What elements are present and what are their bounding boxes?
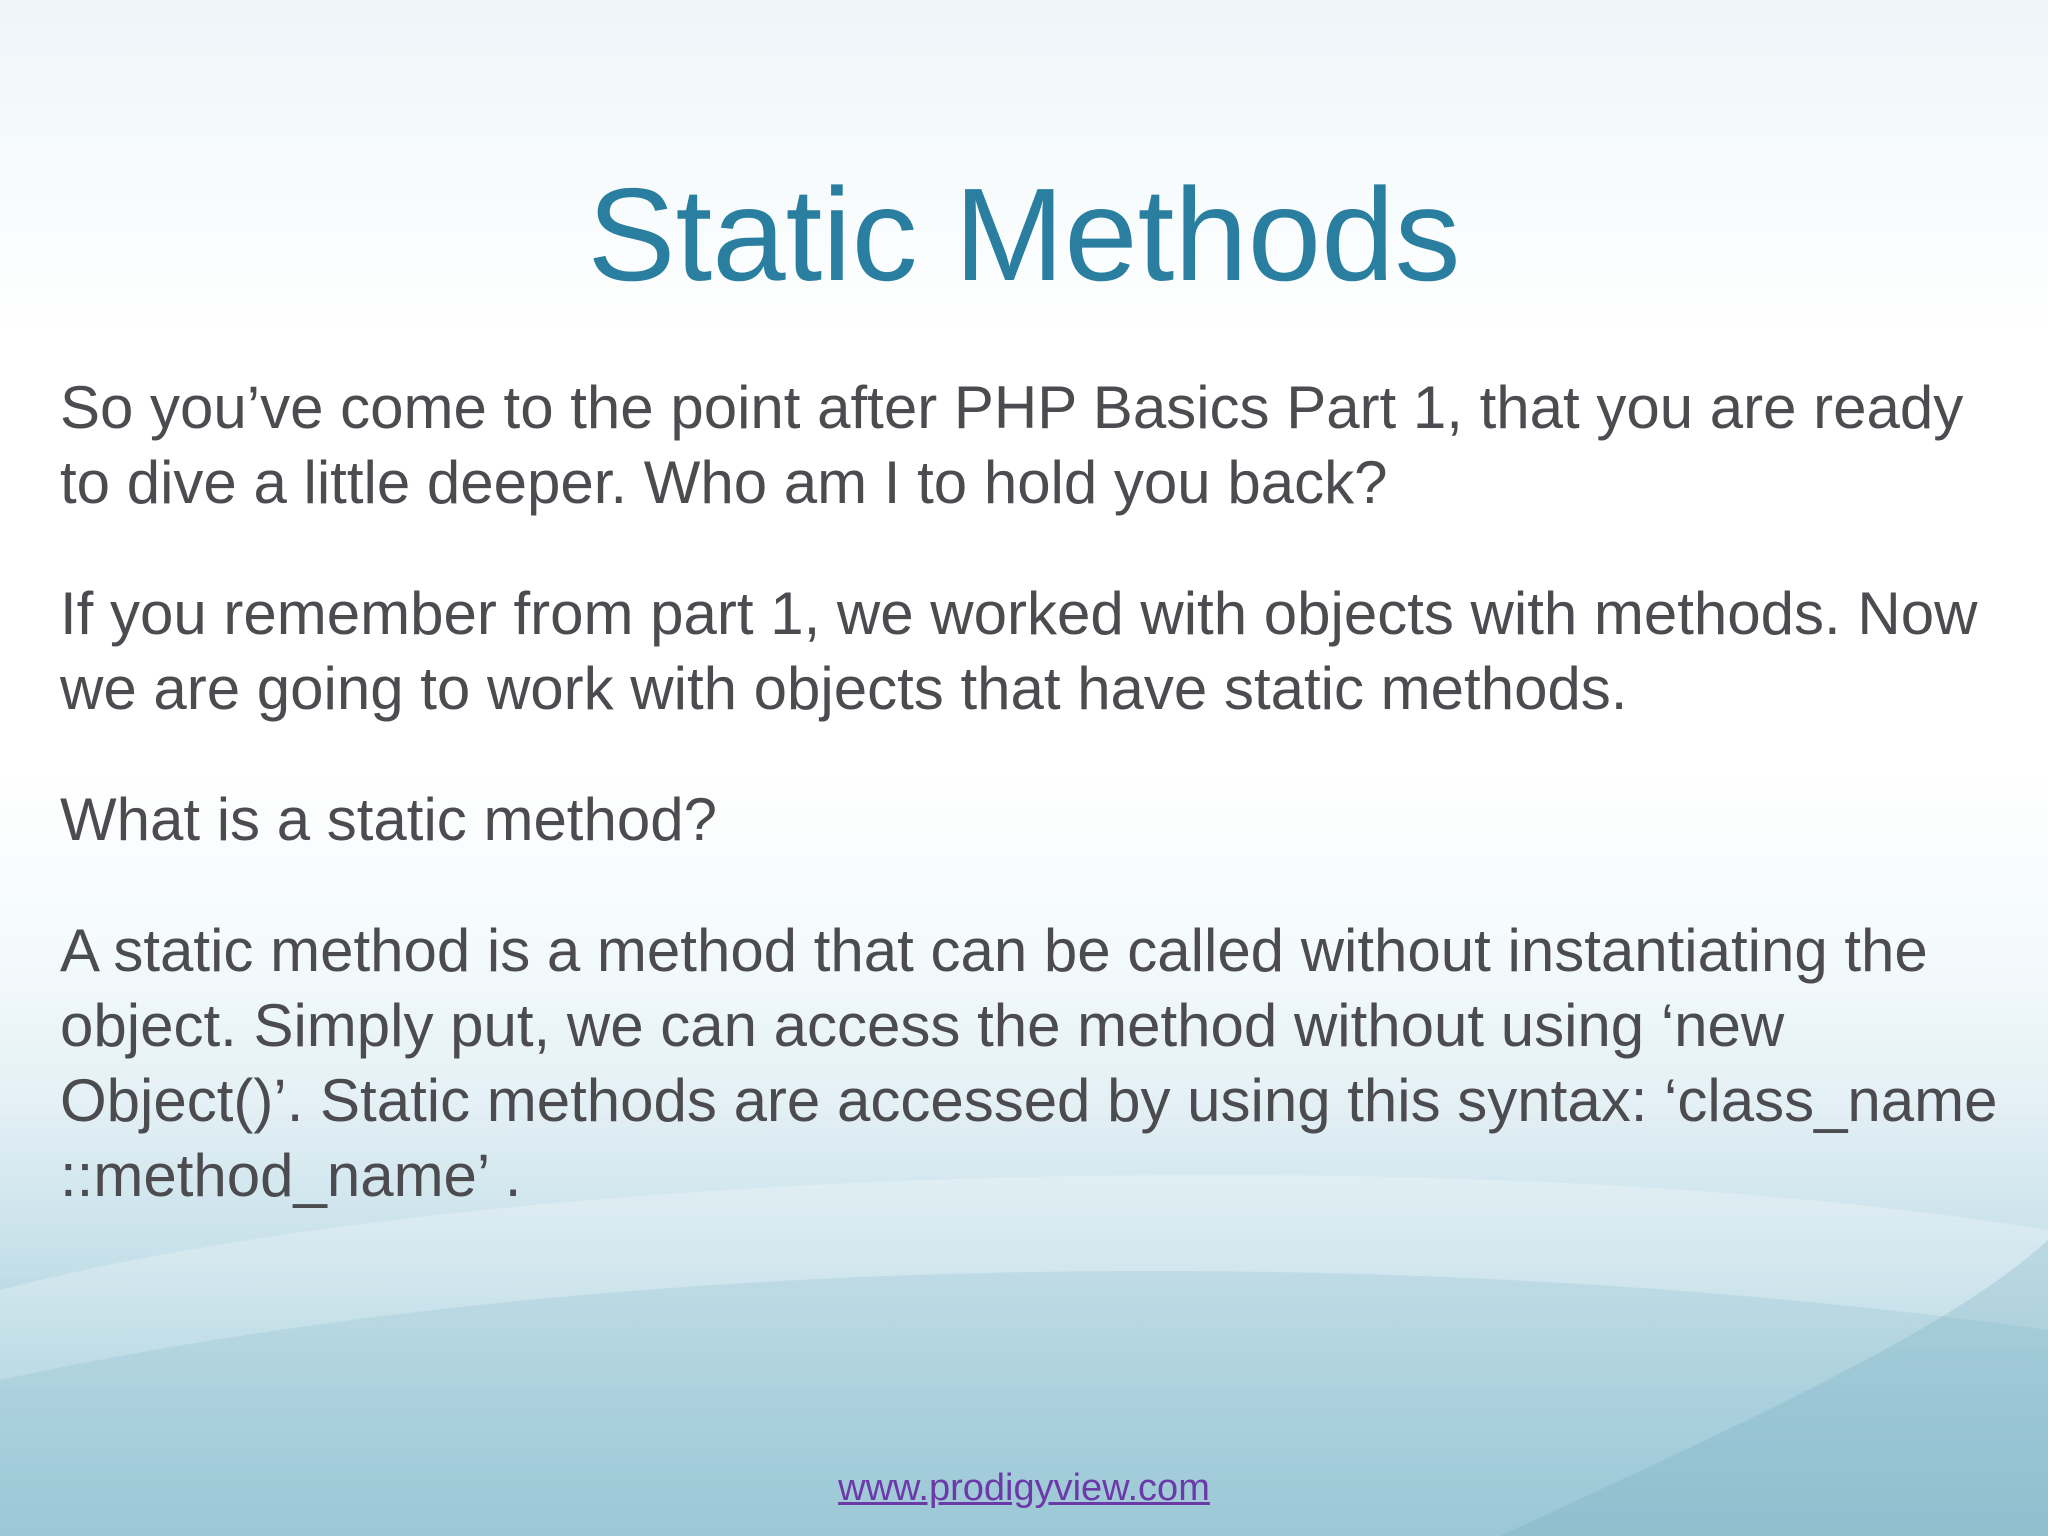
paragraph-part-one: If you remember from part 1, we worked with objects with methods. Now we are going to work with objects that have static methods. bbox=[60, 580, 1978, 722]
paragraph-question: What is a static method? bbox=[60, 786, 717, 853]
slide-body bbox=[60, 370, 2000, 1269]
paragraph-definition: A static method is a method that can be called without instantiating the object. Simply put, we can access the method without using ‘new Object()’. Static methods are accessed by using this syntax: ‘class_name ::method_name’ . bbox=[60, 917, 1998, 1209]
footer bbox=[0, 1465, 2048, 1511]
footer-website-link[interactable]: www.prodigyview.com bbox=[838, 1467, 1210, 1509]
slide-title: Static Methods bbox=[587, 161, 1461, 308]
paragraph-intro: So you’ve come to the point after PHP Basics Part 1, that you are ready to dive a little deeper. Who am I to hold you back? bbox=[60, 374, 1964, 516]
